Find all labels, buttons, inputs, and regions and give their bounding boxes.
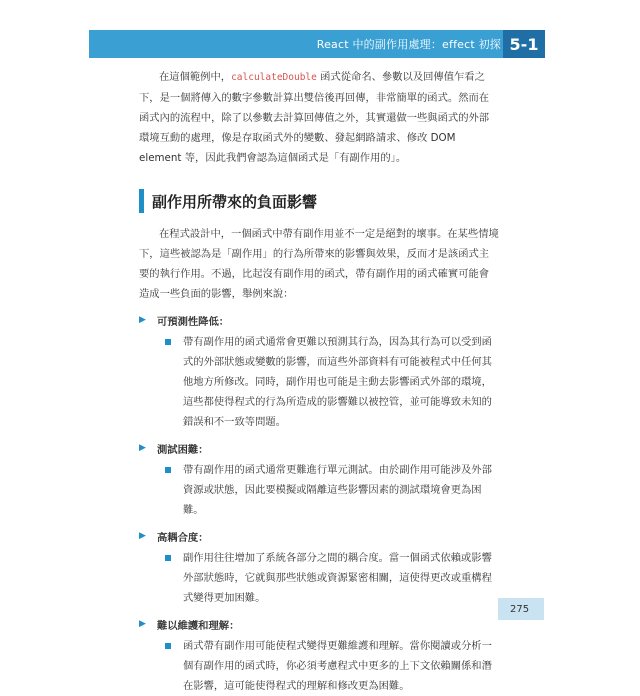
square-bullet-icon	[165, 555, 171, 561]
item-heading	[139, 310, 499, 330]
header-title: React 中的副作用處理：effect 初探	[316, 38, 501, 51]
triangle-bullet-icon: ▶	[139, 619, 146, 629]
chapter-number: 5-1	[503, 30, 545, 58]
item-title: 可預測性降低：	[157, 315, 230, 328]
list-item	[139, 526, 499, 608]
section-title: 副作用所帶來的負面影響	[152, 192, 318, 211]
running-header	[89, 30, 545, 58]
triangle-bullet-icon: ▶	[139, 531, 146, 541]
intro-suffix: 函式從命名、參數以及回傳值乍看之下，是一個將傳入的數字參數計算出雙倍後再回傳，非常簡單的函式。然而在函式內的流程中，除了以參數去計算回傳值之外，其實還做一些與函式的外部環境互動的處理，像是存取函式外的變數、發起網路請求、修改 DOM element 等，因此我們會認為這個函式是「有副作用的」。	[139, 71, 490, 164]
section-paragraph: 在程式設計中，一個函式中帶有副作用並不一定是絕對的壞事。在某些情境下，這些被認為是「副作用」的行為所帶來的影響與效果，反而才是該函式主要的執行作用。不過，比起沒有副作用的函式，帶有副作用的函式確實可能會造成一些負面的影響，舉例來說：	[139, 228, 499, 300]
list-item	[139, 438, 499, 520]
item-title: 高耦合度：	[157, 531, 209, 544]
item-text: 帶有副作用的函式通常會更難以預測其行為，因為其行為可以受到函式的外部狀態或變數的影響，而這些外部資料有可能被程式中任何其他地方所修改。同時，副作用也可能是主動去影響函式外部的環境，這些都使得程式的行為所造成的影響難以被控管，並可能導致未知的錯誤和不一致等問題。	[183, 336, 492, 428]
section-heading	[139, 188, 499, 214]
triangle-bullet-icon: ▶	[139, 443, 146, 453]
square-bullet-icon	[165, 643, 171, 649]
intro-prefix: 在這個範例中，	[159, 71, 232, 83]
page-number: 275	[498, 598, 544, 620]
item-title: 難以維護和理解：	[157, 619, 240, 632]
item-text: 副作用往往增加了系統各部分之間的耦合度。當一個函式依賴或影響外部狀態時，它就與那些狀態或資源緊密相關，這使得更改或重構程式變得更加困難。	[183, 552, 492, 604]
section-heading-bar	[139, 189, 144, 213]
item-heading	[139, 438, 499, 458]
item-bullet	[165, 460, 499, 520]
inline-code: calculateDouble	[231, 72, 317, 83]
item-bullet	[165, 636, 499, 696]
item-heading	[139, 526, 499, 546]
item-title: 測試困難：	[157, 443, 209, 456]
item-bullet	[165, 548, 499, 608]
item-bullet	[165, 332, 499, 432]
square-bullet-icon	[165, 467, 171, 473]
list-item	[139, 310, 499, 432]
list-item	[139, 614, 499, 696]
triangle-bullet-icon: ▶	[139, 315, 146, 325]
item-heading	[139, 614, 499, 634]
square-bullet-icon	[165, 339, 171, 345]
intro-paragraph	[139, 67, 499, 168]
page-body	[139, 67, 499, 696]
item-text: 函式帶有副作用可能使程式變得更難維護和理解。當你閱讀或分析一個有副作用的函式時，你必須考慮程式中更多的上下文依賴關係和潛在影響，這可能使得程式的理解和修改更為困難。	[183, 640, 492, 692]
item-text: 帶有副作用的函式通常更難進行單元測試。由於副作用可能涉及外部資源或狀態，因此要模擬或隔離這些影響因素的測試環境會更為困難。	[183, 464, 492, 516]
